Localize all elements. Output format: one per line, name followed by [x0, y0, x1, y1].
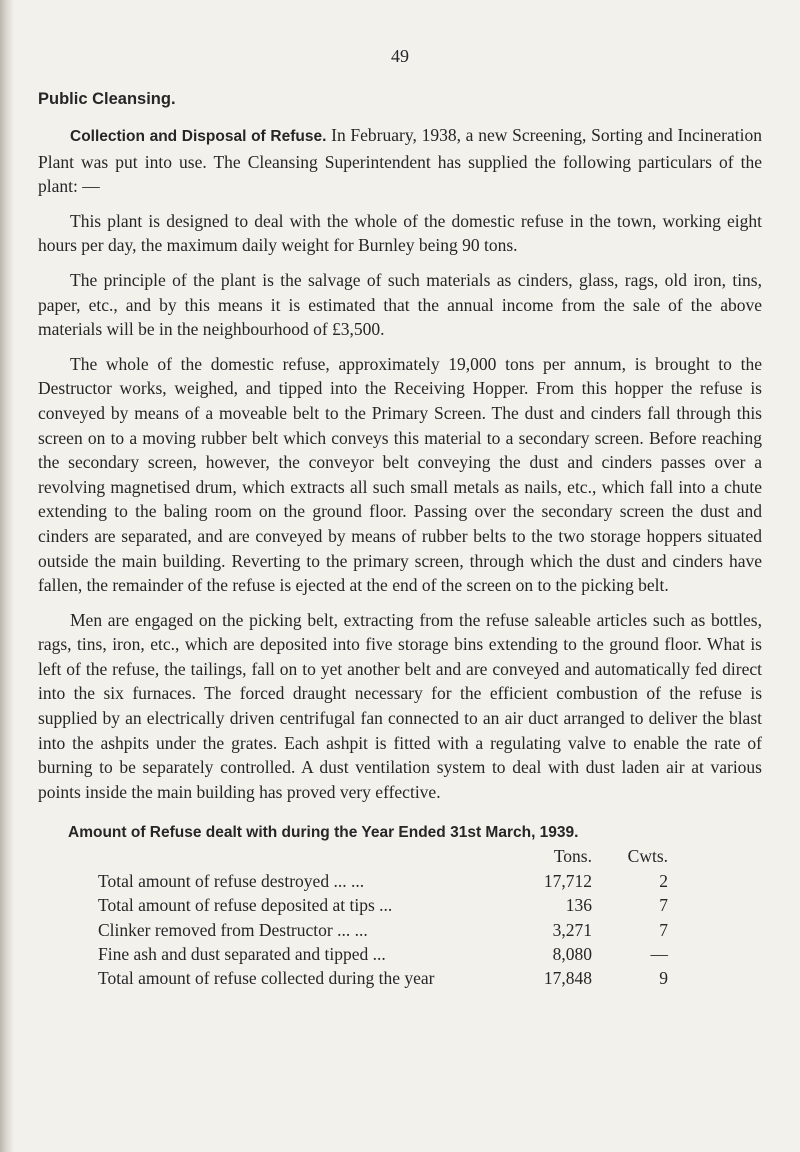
- paragraph-collection-disposal: [38, 123, 762, 199]
- paragraph-refuse-process: The whole of the domestic refuse, approximately 19,000 tons per annum, is brought to the Destructor works, weighed, and tipped into the Receiving Hopper. From this hopper the refuse is conveyed by means of a moveable belt to the Primary Screen. The dust and cinders fall through this screen on to a moving rubber belt which conveys this material to a secondary screen. Before reaching the secondary screen, however, the conveyor belt conveying the dust and cinders passes over a revolving magnetised drum, which extracts all such small metals as nails, etc., which fall into a chute extending to the baling room on the ground floor. Passing over the secondary screen the dust and cinders are separated, and are conveyed by means of rubber belts to the two storage hoppers situated outside the main building. Reverting to the primary screen, through which the dust and cinders have fallen, the remainder of the refuse is ejected at the end of the screen on to the picking belt.: [38, 353, 762, 596]
- section-heading: Public Cleansing.: [38, 90, 176, 108]
- table-row: [98, 942, 670, 966]
- row-label: Clinker removed from Destructor ... ...: [98, 919, 368, 940]
- row-tons: 8,080: [552, 944, 592, 965]
- row-cwts: 7: [659, 895, 668, 916]
- row-cwts: 2: [659, 870, 668, 891]
- table-row: [98, 918, 670, 942]
- document-body: [38, 88, 762, 991]
- table-row: [98, 893, 670, 917]
- paragraph-plant-principle: The principle of the plant is the salvage of such materials as cinders, glass, rags, old iron, tins, paper, etc., and by this means it is estimated that the annual income from the sale of the above materials will be in the neighbourhood of £3,500.: [38, 269, 762, 340]
- paragraph-plant-design: This plant is designed to deal with the whole of the domestic refuse in the town, working eight hours per day, the maximum daily weight for Burnley being 90 tons.: [38, 210, 762, 256]
- row-cwts: 7: [659, 919, 668, 940]
- row-label: Total amount of refuse deposited at tips ...: [98, 895, 393, 916]
- table-title: Amount of Refuse dealt with during the Year Ended 31st March, 1939.: [68, 824, 579, 842]
- table-header-cwts: Cwts.: [627, 846, 668, 867]
- paragraph-text: In February, 1938, a new Screening, Sorting and Incineration Plant was put into use. The Cleansing Superintendent has supplied the following particulars of the plant: —: [38, 125, 762, 197]
- table-row: [98, 869, 670, 893]
- row-tons: 3,271: [552, 919, 592, 940]
- row-cwts: —: [650, 944, 668, 965]
- paragraph-run-in-heading: Collection and Disposal of Refuse.: [70, 128, 327, 145]
- table-header-tons: Tons.: [553, 846, 592, 867]
- row-label: Total amount of refuse collected during the year: [98, 968, 435, 989]
- table-header-row: [98, 844, 670, 868]
- paragraph-picking-belt: Men are engaged on the picking belt, extracting from the refuse saleable articles such as bottles, rags, tins, iron, etc., which are deposited into five storage bins extending to the ground floor. What is left of the refuse, the tailings, fall on to yet another belt and are conveyed and automatically fed direct into the six furnaces. The forced draught necessary for the efficient combustion of the refuse is supplied by an electrically driven centrifugal fan connected to an air duct arranged to deliver the blast into the ashpits under the grates. Each ashpit is fitted with a regulating valve to enable the rate of burning to be separately controlled. A dust ventilation system to deal with dust laden air at various points inside the main building has proved very effective.: [38, 609, 762, 802]
- page-number: 49: [391, 46, 409, 66]
- row-tons: 136: [565, 895, 592, 916]
- row-label: Total amount of refuse destroyed ... ...: [98, 870, 365, 891]
- page-left-edge-shadow: [0, 0, 14, 1152]
- refuse-table: [98, 844, 670, 990]
- row-label: Fine ash and dust separated and tipped ...: [98, 944, 386, 965]
- row-tons: 17,848: [543, 968, 592, 989]
- table-header-blank: [98, 844, 484, 868]
- row-cwts: 9: [659, 968, 668, 989]
- row-tons: 17,712: [543, 870, 592, 891]
- table-row: [98, 966, 670, 990]
